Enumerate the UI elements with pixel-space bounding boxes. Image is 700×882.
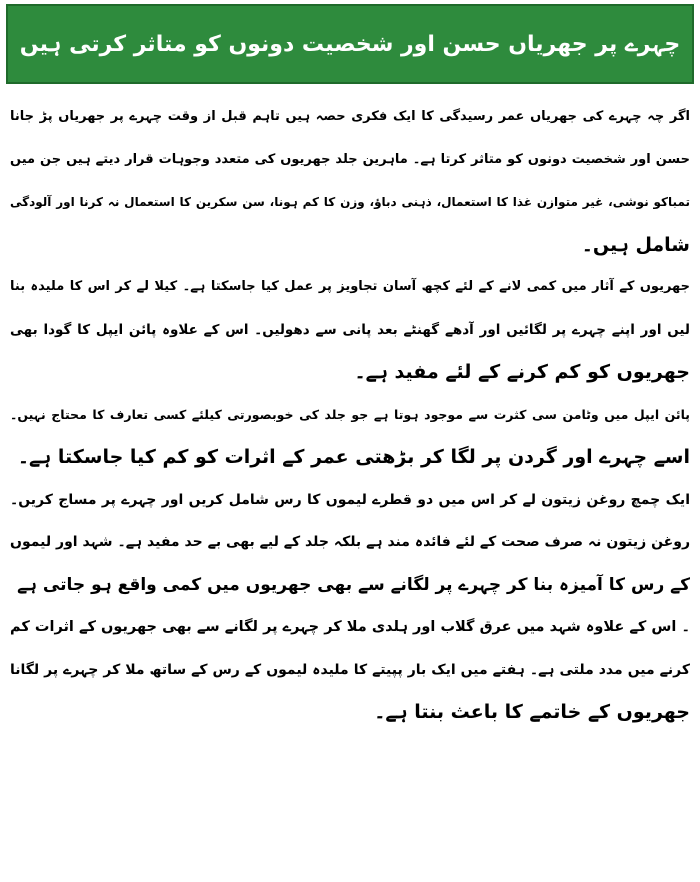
title-banner: [6, 4, 694, 84]
text-line: ۔ اس کے علاوہ شہد میں عرق گلاب اور ہلدی ملا کر چہرے پر لگانے سے بھی جھریوں کے اثرات کم: [10, 619, 690, 635]
text-line: اگر چہ چہرے کی جھریاں عمر رسیدگی کا ایک فکری حصہ ہیں تاہم قبل از وقت چہرے پر جھریاں پڑ جانا: [10, 109, 690, 124]
text-line: اسے چہرے اور گردن پر لگا کر بڑھتی عمر کے اثرات کو کم کیا جاسکتا ہے۔: [17, 446, 690, 468]
text-line: پائن ایپل میں وٹامن سی کثرت سے موجود ہوتا ہے جو جلد کی خوبصورتی کیلئے کسی تعارف کا محتاج نہیں۔: [10, 406, 690, 422]
text-line: روغن زیتون نہ صرف صحت کے لئے فائدہ مند ہے بلکہ جلد کے لیے بھی بے حد مفید ہے۔ شہد اور لیموں: [10, 534, 690, 550]
text-line: حسن اور شخصیت دونوں کو متاثر کرتا ہے۔ ماہرین جلد جھریوں کی متعدد وجوہات قرار دیتے ہیں جن میں: [10, 151, 690, 167]
text-line: لیں اور اپنے چہرے پر لگائیں اور آدھے گھنٹے بعد پانی سے دھولیں۔ اس کے علاوہ پائن ایپل کا گودا بھی: [10, 321, 690, 338]
article-body: [10, 96, 690, 734]
text-line: جھریوں کے خاتمے کا باعث بنتا ہے۔: [374, 701, 690, 723]
text-line: جھریوں کے آثار میں کمی لانے کے لئے کچھ آسان تجاویز پر عمل کیا جاسکتا ہے۔ کیلا لے کر اس کا ملیدہ بنا: [10, 279, 690, 294]
text-line: جھریوں کو کم کرنے کے لئے مفید ہے۔: [354, 361, 690, 383]
text-line: کے رس کا آمیزہ بنا کر چہرے پر لگانے سے بھی جھریوں میں کمی واقع ہو جاتی ہے: [17, 574, 690, 595]
page-title: چہرے پر جھریاں حسن اور شخصیت دونوں کو متاثر کرتی ہیں: [19, 31, 681, 57]
text-line: ایک چمچ روغن زیتون لے کر اس میں دو قطرے لیموں کا رس شامل کریں اور چہرے پر مساج کریں۔: [10, 491, 690, 508]
text-line: کرنے میں مدد ملتی ہے۔ ہفتے میں ایک بار پپیتے کا ملیدہ لیموں کے رس کے ساتھ ملا کر چہرے پر لگانا: [10, 661, 690, 678]
text-line: شامل ہیں۔: [581, 233, 690, 256]
text-line: تمباکو نوشی، غیر متوازن غذا کا استعمال، ذہنی دباؤ، وزن کا کم ہونا، سن سکرین کا استعمال نہ کرنا اور آلودگی: [10, 195, 690, 209]
